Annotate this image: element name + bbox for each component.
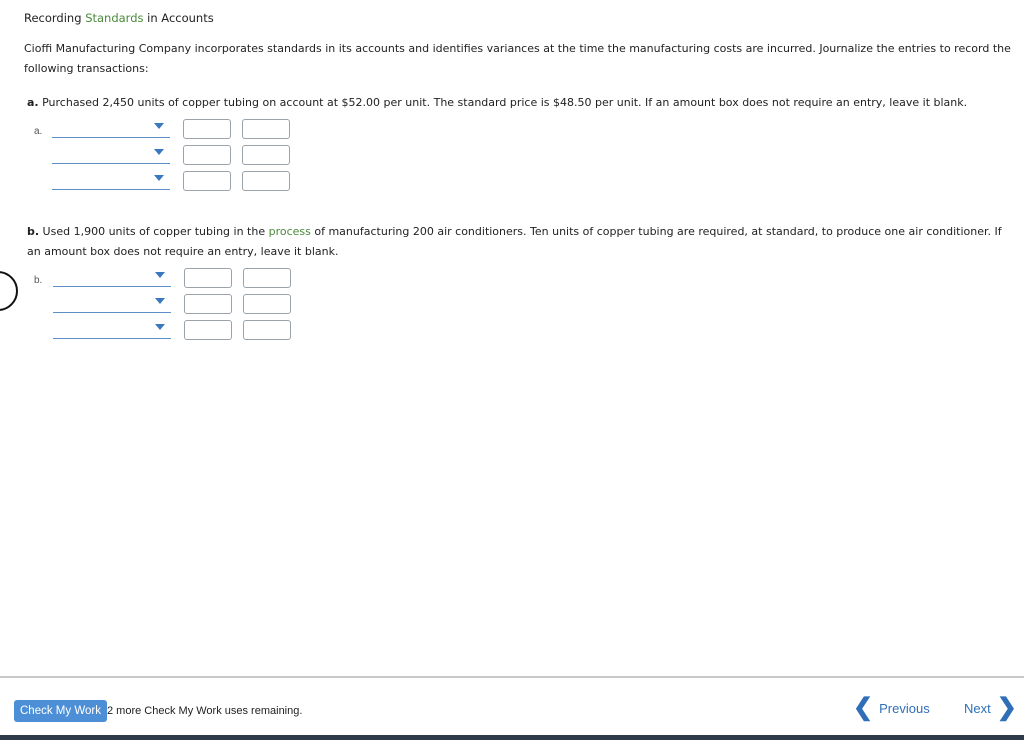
account-dropdown[interactable] [53, 266, 171, 287]
page-title: Recording Standards in Accounts [24, 11, 214, 25]
credit-input[interactable] [242, 171, 290, 191]
check-remaining-text: 2 more Check My Work uses remaining. [107, 705, 303, 717]
chevron-down-icon [154, 149, 164, 155]
chevron-down-icon [155, 272, 165, 278]
account-dropdown[interactable] [52, 117, 170, 138]
chevron-down-icon [155, 324, 165, 330]
chevron-down-icon [154, 123, 164, 129]
credit-input[interactable] [243, 268, 291, 288]
side-circle-marker [0, 271, 18, 311]
account-dropdown[interactable] [53, 292, 171, 313]
credit-input[interactable] [243, 320, 291, 340]
debit-input[interactable] [183, 171, 231, 191]
debit-input[interactable] [184, 320, 232, 340]
process-link[interactable]: process [268, 225, 311, 238]
question-b-letter: b. [27, 225, 40, 238]
credit-input[interactable] [242, 119, 290, 139]
previous-button[interactable] [853, 696, 930, 720]
chevron-down-icon [154, 175, 164, 181]
account-dropdown[interactable] [52, 169, 170, 190]
question-a-letter: a. [27, 96, 39, 109]
intro-text: Cioffi Manufacturing Company incorporates standards in its accounts and identifies variances at the time the manufacturing costs are incurred. Journalize the entries to record the following transactions: [24, 42, 1011, 75]
chevron-left-icon: ❮ [853, 694, 874, 721]
credit-input[interactable] [242, 145, 290, 165]
debit-input[interactable] [183, 145, 231, 165]
next-label: Next [964, 700, 991, 716]
footer-bar [0, 735, 1024, 740]
previous-label: Previous [879, 700, 930, 716]
account-dropdown[interactable] [53, 318, 171, 339]
standards-link[interactable]: Standards [85, 11, 144, 25]
account-dropdown[interactable] [52, 143, 170, 164]
question-b: b. Used 1,900 units of copper tubing in the process of manufacturing 200 air conditioners. Ten units of copper tubing are required, at standard, to produce one air conditioner. If an amount box does not require an entry, leave it blank. [27, 225, 1002, 258]
footer [0, 676, 1024, 740]
debit-input[interactable] [184, 268, 232, 288]
next-button[interactable] [964, 696, 1017, 720]
debit-input[interactable] [184, 294, 232, 314]
chevron-right-icon: ❯ [996, 694, 1017, 721]
entry-a-label: a. [34, 126, 43, 137]
debit-input[interactable] [183, 119, 231, 139]
check-my-work-button[interactable]: Check My Work [14, 700, 107, 722]
question-a [27, 93, 1002, 113]
question-a-text: Purchased 2,450 units of copper tubing on account at $52.00 per unit. The standard price is $48.50 per unit. If an amount box does not require an entry, leave it blank. [38, 96, 968, 109]
chevron-down-icon [155, 298, 165, 304]
credit-input[interactable] [243, 294, 291, 314]
entry-b-label: b. [34, 275, 43, 286]
